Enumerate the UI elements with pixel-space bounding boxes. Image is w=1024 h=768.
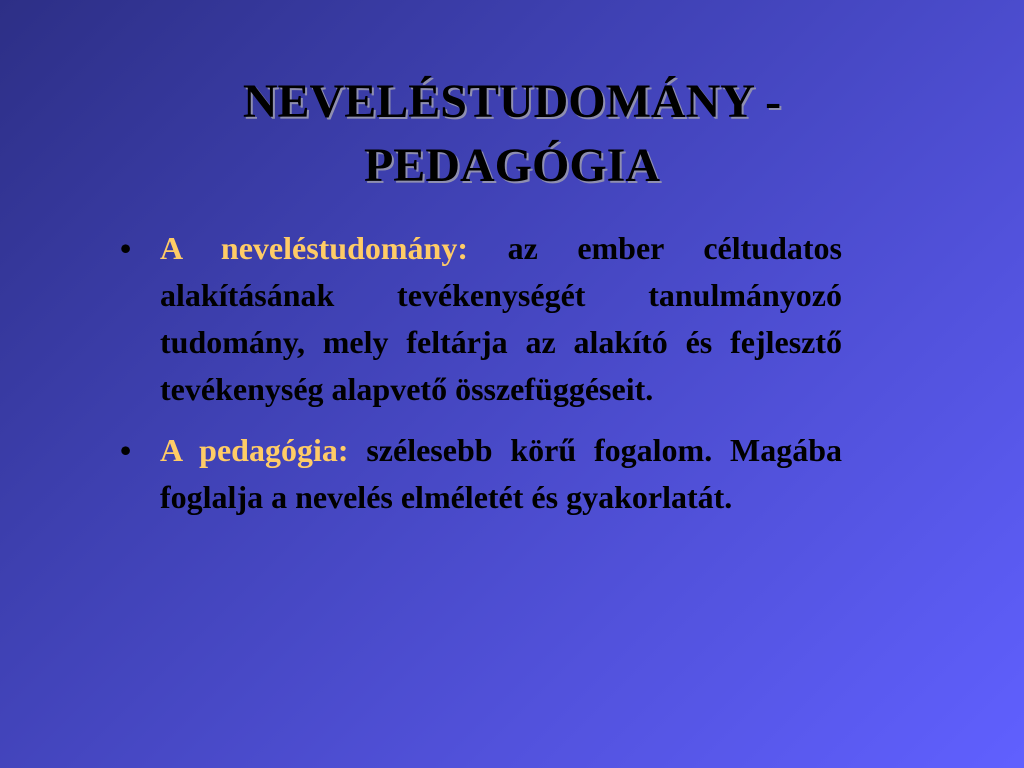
- bullet-text: az ember céltudatos alakításának tevékenységét tanulmányozó tudomány, mely feltárja az alakító és fejlesztő tevékenység alapvető összefüggéseit.: [160, 230, 843, 407]
- bullet-term: A neveléstudomány:: [160, 230, 508, 266]
- title-line-1: NEVELÉSTUDOMÁNY -: [242, 75, 782, 128]
- bullet-list: [120, 225, 842, 535]
- slide-title: [60, 70, 964, 198]
- bullet-term: A pedagógia:: [160, 432, 367, 468]
- title-line-2: PEDAGÓGIA: [363, 139, 660, 192]
- bullet-icon: •: [120, 230, 132, 266]
- bullet-item-pedagogia: [120, 427, 842, 521]
- bullet-item-neveles: [120, 225, 842, 413]
- bullet-text: szélesebb körű fogalom. Magába foglalja a nevelés elméletét és gyakorlatát.: [160, 432, 843, 515]
- bullet-icon: •: [120, 432, 132, 468]
